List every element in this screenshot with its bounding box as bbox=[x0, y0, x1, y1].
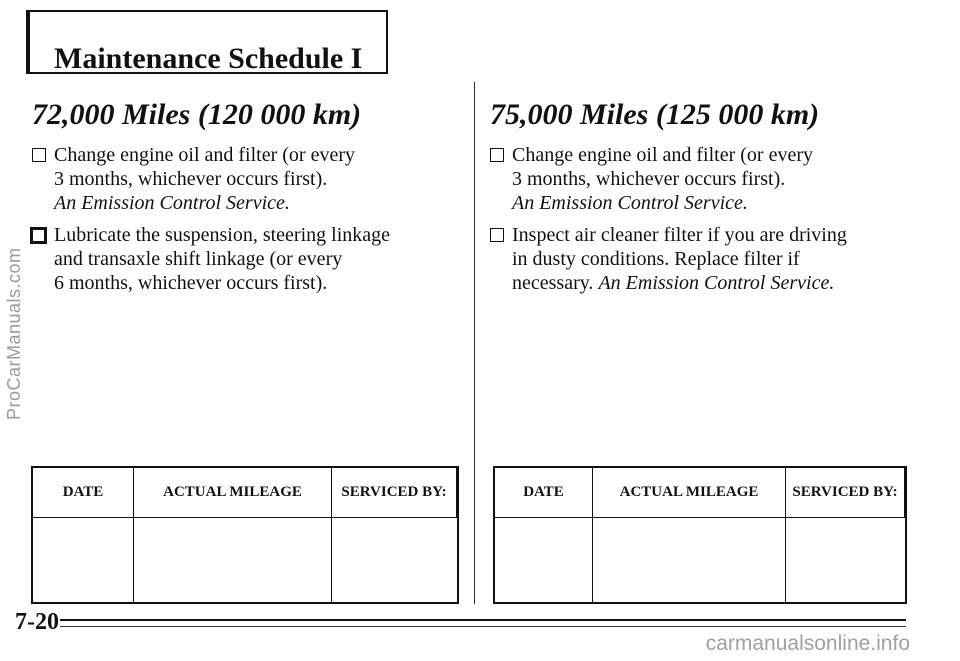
actual-mileage-cell[interactable] bbox=[134, 518, 332, 602]
date-cell[interactable] bbox=[33, 518, 134, 602]
right-column bbox=[490, 97, 930, 303]
item-text: 3 months, whichever occurs first). bbox=[512, 168, 786, 190]
right-service-record-table bbox=[493, 466, 907, 604]
item-text: 3 months, whichever occurs first). bbox=[54, 168, 328, 190]
checkbox[interactable] bbox=[490, 148, 504, 162]
item-text: 6 months, whichever occurs first). bbox=[54, 272, 328, 294]
actual-mileage-header: ACTUAL MILEAGE bbox=[593, 468, 786, 518]
left-column bbox=[32, 97, 462, 303]
actual-mileage-cell[interactable] bbox=[593, 518, 786, 602]
item-note: An Emission Control Service. bbox=[512, 192, 748, 214]
checkbox[interactable] bbox=[490, 228, 504, 242]
serviced-by-header: SERVICED BY: bbox=[332, 468, 457, 518]
date-cell[interactable] bbox=[495, 518, 593, 602]
item-text: Inspect air cleaner filter if you are driving bbox=[512, 224, 847, 246]
left-heading: 72,000 Miles (120 000 km) bbox=[32, 98, 362, 131]
item-text: Lubricate the suspension, steering linkage bbox=[54, 224, 391, 246]
column-divider bbox=[474, 82, 475, 604]
item-note: An Emission Control Service. bbox=[54, 192, 290, 214]
item-text: Change engine oil and filter (or every bbox=[54, 144, 355, 166]
footer-rule bbox=[60, 619, 906, 627]
checkbox[interactable] bbox=[30, 227, 47, 244]
serviced-by-header: SERVICED BY: bbox=[786, 468, 905, 518]
item-text: necessary. bbox=[512, 272, 594, 294]
right-heading: 75,000 Miles (125 000 km) bbox=[490, 98, 820, 131]
left-service-record-table bbox=[31, 466, 459, 604]
left-item-oil-change bbox=[32, 143, 462, 215]
side-watermark: ProCarManuals.com bbox=[4, 247, 24, 420]
item-text: and transaxle shift linkage (or every bbox=[54, 248, 343, 270]
date-header: DATE bbox=[495, 468, 593, 518]
serviced-by-cell[interactable] bbox=[332, 518, 457, 602]
left-item-lubricate bbox=[32, 223, 462, 295]
actual-mileage-header: ACTUAL MILEAGE bbox=[134, 468, 332, 518]
page-title: Maintenance Schedule I bbox=[54, 42, 363, 75]
serviced-by-cell[interactable] bbox=[786, 518, 905, 602]
page-number: 7-20 bbox=[15, 609, 59, 635]
right-item-air-cleaner bbox=[490, 223, 930, 295]
checkbox[interactable] bbox=[32, 148, 46, 162]
item-text: in dusty conditions. Replace filter if bbox=[512, 248, 800, 270]
right-item-oil-change bbox=[490, 143, 930, 215]
bottom-watermark: carmanualsonline.info bbox=[705, 632, 910, 655]
item-note: An Emission Control Service. bbox=[598, 272, 835, 294]
date-header: DATE bbox=[33, 468, 134, 518]
item-text: Change engine oil and filter (or every bbox=[512, 144, 813, 166]
